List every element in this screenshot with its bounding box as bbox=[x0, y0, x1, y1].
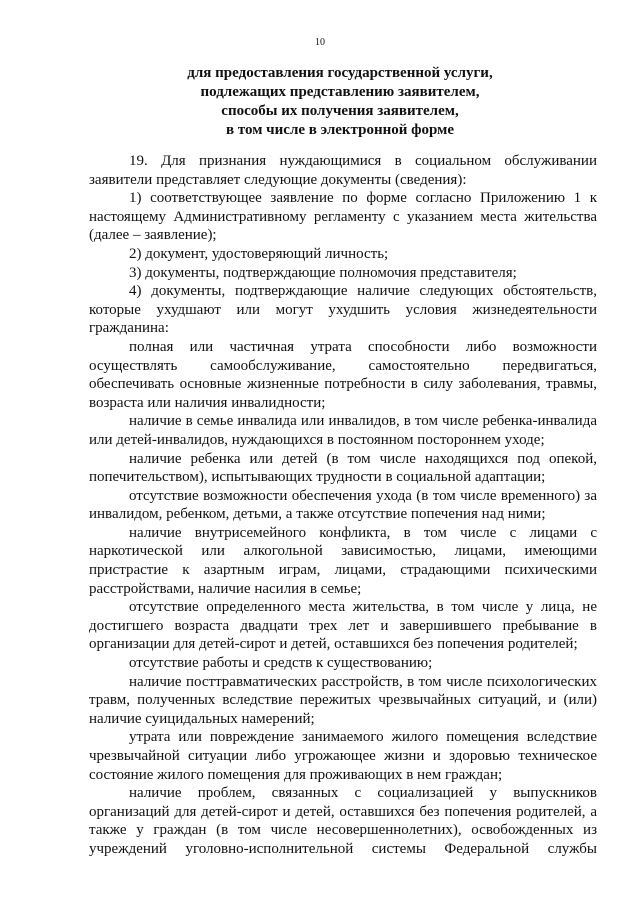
heading-line: для предоставления государственной услуги, bbox=[187, 65, 493, 81]
paragraph-list-item-3: 3) документы, подтверждающие полномочия представителя; bbox=[129, 264, 517, 281]
paragraph-circumstance: отсутствие работы и средств к существованию; bbox=[129, 655, 433, 672]
paragraph-circumstance: утрата или повреждение занимаемого жилого помещения вследствие чрезвычайной ситуации либо угрожающее жизни и здоровью техническое состояние жилого помещения для проживающих в нем граждан; bbox=[89, 729, 597, 783]
paragraph-circumstance: полная или частичная утрата способности либо возможности осуществлять самообслуживание, самостоятельно передвигаться, обеспечивать основные жизненные потребности в силу заболевания, травмы, возраста или наличия инвалидности; bbox=[89, 338, 597, 411]
paragraph-circumstance: отсутствие возможности обеспечения ухода (в том числе временного) за инвалидом, ребенком, детьми, а также отсутствие попечения над ними; bbox=[89, 487, 597, 523]
body-text bbox=[89, 152, 597, 859]
paragraph-circumstance: отсутствие определенного места жительства, в том числе у лица, не достигшего возраста двадцати трех лет и завершившего пребывание в организации для детей-сирот и детей, оставшихся без попечения родителей; bbox=[89, 599, 597, 653]
paragraph-circumstance: наличие внутрисемейного конфликта, в том числе с лицами с наркотической или алкогольной зависимостью, лицами, имеющими пристрастие к азартным играм, лицами, страдающими психическими расстройствами, наличие насилия в семье; bbox=[89, 524, 597, 597]
paragraph-circumstance: наличие в семье инвалида или инвалидов, в том числе ребенка-инвалида или детей-инвалидов, нуждающихся в постоянном постороннем уходе; bbox=[89, 413, 597, 448]
section-heading bbox=[80, 64, 600, 140]
paragraph-list-item-2: 2) документ, удостоверяющий личность; bbox=[129, 245, 389, 262]
heading-line: подлежащих представлению заявителем, bbox=[200, 84, 480, 100]
paragraph-circumstance: наличие ребенка или детей (в том числе находящихся под опекой, попечительством), испытывающих трудности в социальной адаптации; bbox=[89, 450, 597, 486]
paragraph-list-item-1: 1) соответствующее заявление по форме согласно Приложению 1 к настоящему Административному регламенту с указанием места жительства (далее – заявление); bbox=[89, 190, 597, 244]
paragraph-item-19: 19. Для признания нуждающимися в социальном обслуживании заявители представляет следующие документы (сведения): bbox=[89, 153, 597, 188]
paragraph-circumstance: наличие проблем, связанных с социализацией у выпускников организаций для детей-сирот и детей, оставшихся без попечения родителей, а также у граждан (в том числе несовершеннолетних), освобожденных из учреждений уголовно-исполнительной системы Федеральной службы bbox=[89, 785, 597, 857]
paragraph-circumstance: наличие посттравматических расстройств, в том числе психологических травм, полученных вследствие пережитых чрезвычайных ситуаций, и (или) наличие суицидальных намерений; bbox=[89, 673, 597, 727]
heading-line: в том числе в электронной форме bbox=[225, 122, 454, 138]
heading-line: способы их получения заявителем, bbox=[221, 103, 459, 119]
paragraph-list-item-4: 4) документы, подтверждающие наличие следующих обстоятельств, которые ухудшают или могут ухудшить условия жизнедеятельности гражданина: bbox=[89, 283, 597, 337]
page-number: 10 bbox=[315, 37, 325, 48]
